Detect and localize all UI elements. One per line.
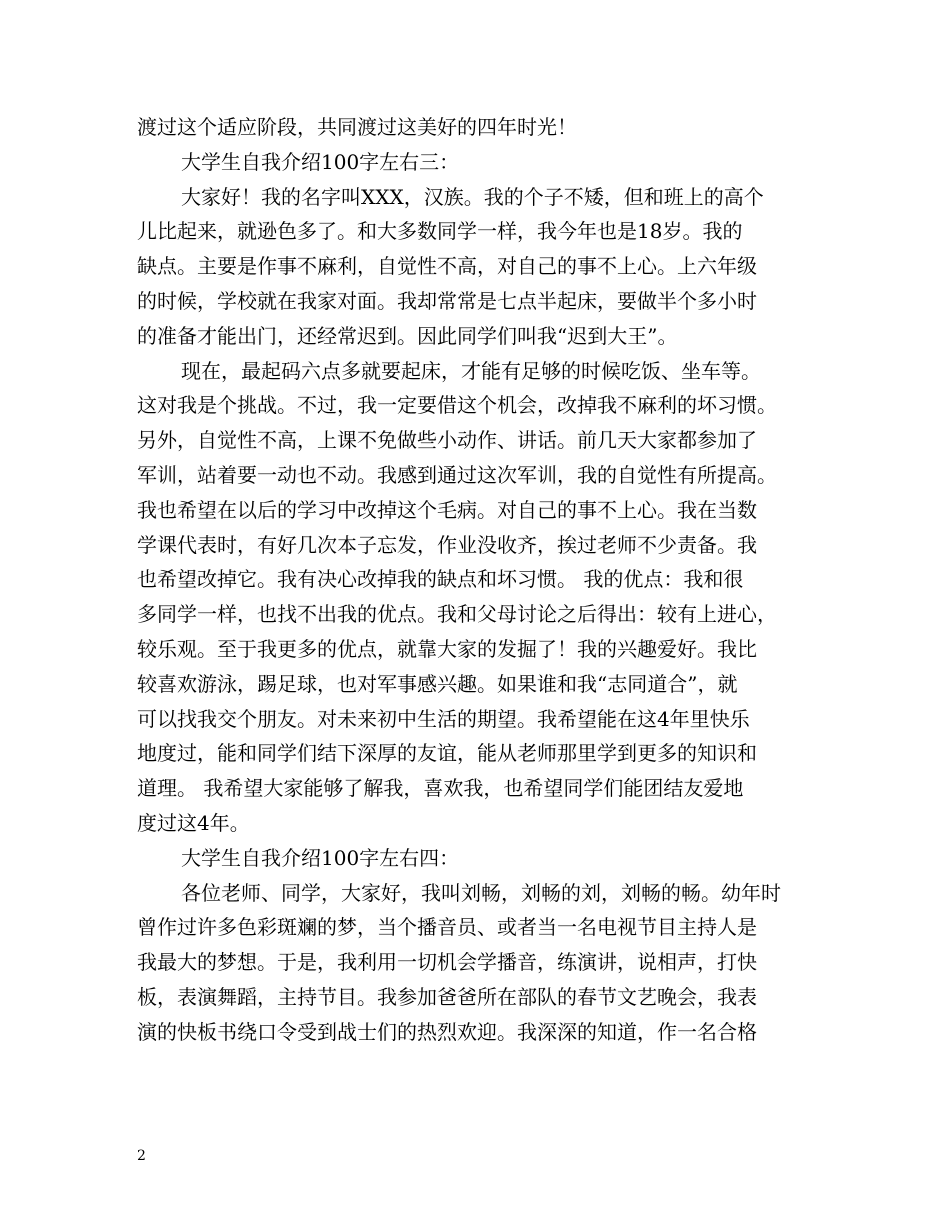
text-line: 道理。 我希望大家能够了解我，喜欢我，也希望同学们能团结友爱地 [137, 776, 744, 801]
text-line: 学课代表时，有好几次本子忘发，作业没收齐，挨过老师不少责备。我 [137, 532, 757, 557]
text-line: 各位老师、同学，大家好，我叫刘畅，刘畅的刘，刘畅的畅。幼年时 [181, 880, 781, 905]
page-number: 2 [137, 1148, 146, 1164]
text-line: 儿比起来，就逊色多了。和大多数同学一样，我今年也是18岁。我的 [137, 219, 743, 244]
text-line: 现在，最起码六点多就要起床，才能有足够的时候吃饭、坐车等。 [181, 358, 761, 383]
text-line: 这对我是个挑战。不过，我一定要借这个机会，改掉我不麻利的坏习惯。 [137, 393, 777, 418]
text-line: 的时候，学校就在我家对面。我却常常是七点半起床，要做半个多小时 [137, 288, 757, 313]
text-line: 曾作过许多色彩斑斓的梦，当个播音员、或者当一名电视节目主持人是 [137, 915, 757, 940]
document-body [137, 110, 817, 1050]
text-line: 我也希望在以后的学习中改掉这个毛病。对自己的事不上心。我在当数 [137, 497, 757, 522]
text-line: 较喜欢游泳，踢足球，也对军事感兴趣。如果谁和我“志同道合”，就 [137, 671, 738, 696]
text-line: 可以找我交个朋友。对未来初中生活的期望。我希望能在这4年里快乐 [137, 706, 750, 731]
text-line: 大学生自我介绍100字左右三： [181, 149, 460, 174]
text-line: 渡过这个适应阶段，共同渡过这美好的四年时光！ [137, 115, 577, 139]
text-line: 的准备才能出门，还经常迟到。因此同学们叫我“迟到大王”。 [137, 323, 678, 348]
text-line: 地度过，能和同学们结下深厚的友谊，能从老师那里学到更多的知识和 [137, 741, 757, 766]
text-line: 我最大的梦想。于是，我利用一切机会学播音，练演讲，说相声，打快 [137, 950, 757, 975]
text-line: 也希望改掉它。我有决心改掉我的缺点和坏习惯。 我的优点：我和很 [137, 567, 744, 592]
text-line: 板，表演舞蹈，主持节目。我参加爸爸所在部队的春节文艺晚会，我表 [137, 984, 757, 1009]
text-line: 演的快板书绕口令受到战士们的热烈欢迎。我深深的知道，作一名合格 [137, 1019, 757, 1044]
text-line: 大学生自我介绍100字左右四： [181, 845, 460, 870]
text-line: 大家好！我的名字叫XXX，汉族。我的个子不矮，但和班上的高个 [181, 184, 764, 209]
text-line: 缺点。主要是作事不麻利，自觉性不高，对自己的事不上心。上六年级 [137, 254, 757, 279]
text-line: 较乐观。至于我更多的优点，就靠大家的发掘了！我的兴趣爱好。我比 [137, 636, 757, 661]
text-line: 多同学一样，也找不出我的优点。我和父母讨论之后得出：较有上进心， [137, 602, 777, 627]
text-line: 军训，站着要一动也不动。我感到通过这次军训，我的自觉性有所提高。 [137, 462, 777, 487]
text-line: 另外，自觉性不高，上课不免做些小动作、讲话。前几天大家都参加了 [137, 428, 757, 453]
text-line: 度过这4年。 [137, 810, 250, 835]
